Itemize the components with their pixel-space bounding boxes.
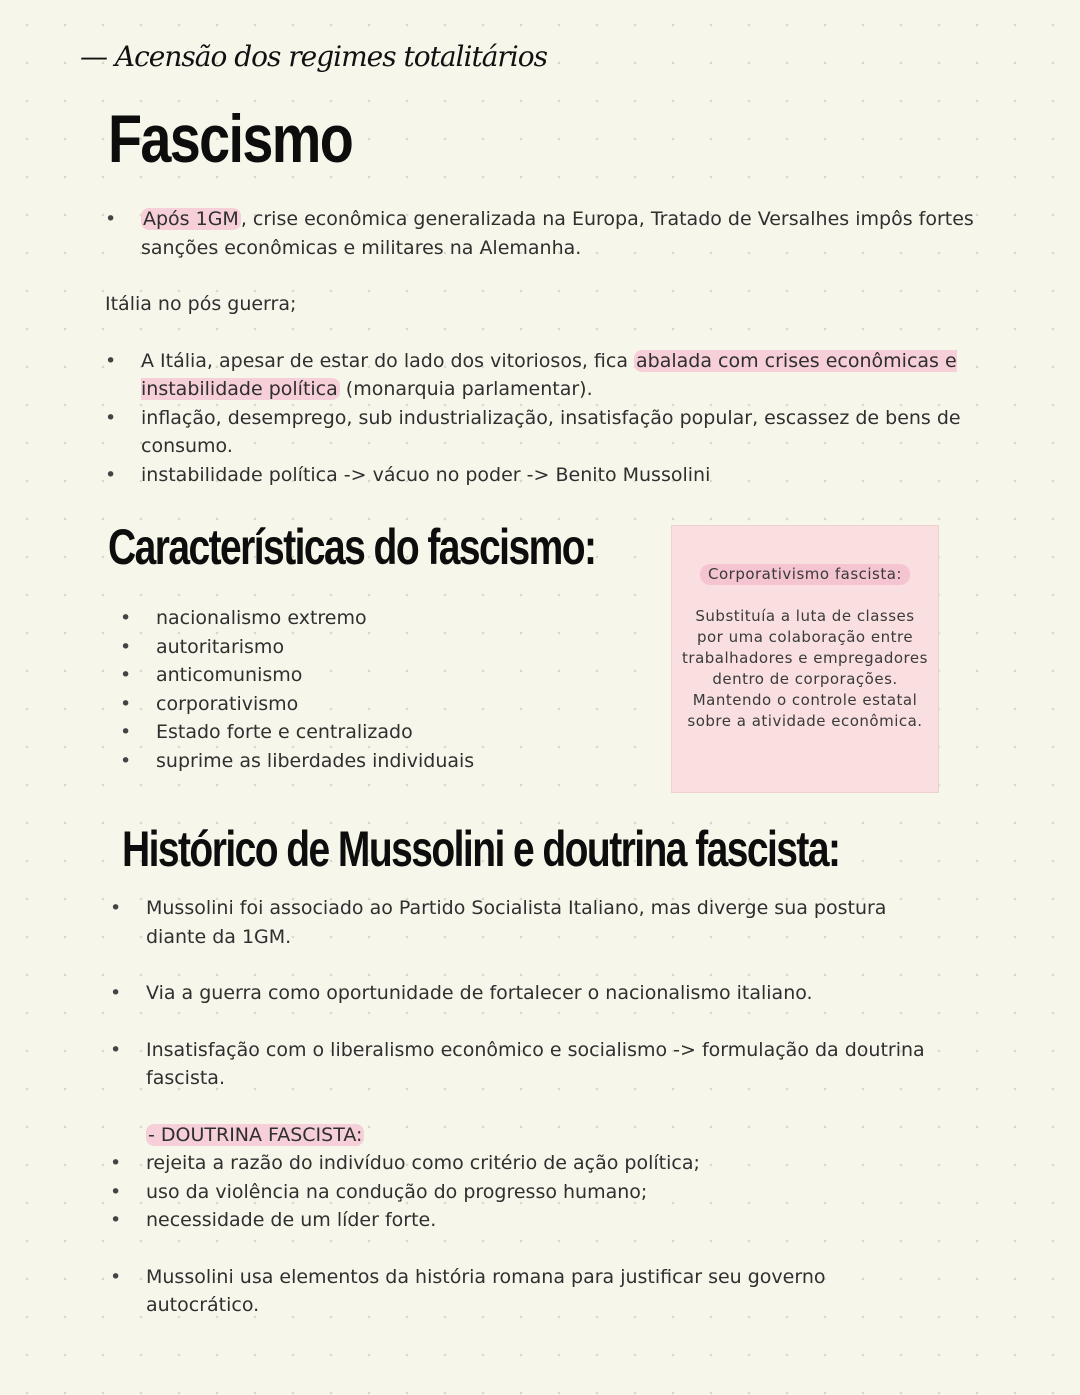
list-item: • Mussolini usa elementos da história romana para justificar seu governo autocrático. [110,1263,930,1320]
text: A Itália, apesar de estar do lado dos vitoriosos, fica [141,349,635,372]
list-item: • instabilidade política -> vácuo no poder -> Benito Mussolini [105,461,985,490]
section-title-history: Histórico de Mussolini e doutrina fascista: [122,821,840,877]
list-item: • anticomunismo [120,661,640,690]
note-box-body: Substituía a luta de classes por uma colaboração entre trabalhadores e empregadores dentro de corporações. Mantendo o controle estatal sobre a atividade econômica. [682,607,928,730]
list-item: • corporativismo [120,690,640,719]
list-item: • Via a guerra como oportunidade de fortalecer o nacionalismo italiano. [110,979,930,1008]
list-item: • nacionalismo extremo [120,604,640,633]
characteristics-list [120,604,640,775]
page-title: Fascismo [108,101,353,177]
history-section [110,894,930,1320]
doctrine-label: - DOUTRINA FASCISTA: [148,1123,363,1146]
list-item: • autoritarismo [120,633,640,662]
italy-label: Itália no pós guerra; [105,293,297,315]
list-item: • Insatisfação com o liberalismo econômico e socialismo -> formulação da doutrina fascista. [110,1036,930,1093]
text: (monarquia parlamentar). [339,378,593,400]
note-box-title: Corporativismo fascista: [700,564,910,585]
list-item: • Estado forte e centralizado [120,718,640,747]
highlight: Após 1GM [143,208,239,230]
note-box-corporativismo [671,525,939,793]
section-title-characteristics: Características do fascismo: [108,519,596,575]
list-item [105,205,985,262]
highlight: abalada com crises econômicas e instabilidade política [141,349,957,400]
text: , crise econômica generalizada na Europa, Tratado de Versalhes impôs fortes sanções econômicas e militares na Alemanha. [141,208,974,259]
list-item: • necessidade de um líder forte. [110,1206,930,1235]
list-item [105,347,985,404]
list-item: • uso da violência na condução do progresso humano; [110,1178,930,1207]
intro-section [105,205,985,489]
list-item: • suprime as liberdades individuais [120,747,640,776]
list-item: • inflação, desemprego, sub industrialização, insatisfação popular, escassez de bens de consumo. [105,404,985,461]
page-subtitle: — Acensão dos regimes totalitários [80,40,547,73]
list-item: • rejeita a razão do indivíduo como critério de ação política; [110,1149,930,1178]
list-item: • Mussolini foi associado ao Partido Socialista Italiano, mas diverge sua postura diante da 1GM. [110,894,930,951]
